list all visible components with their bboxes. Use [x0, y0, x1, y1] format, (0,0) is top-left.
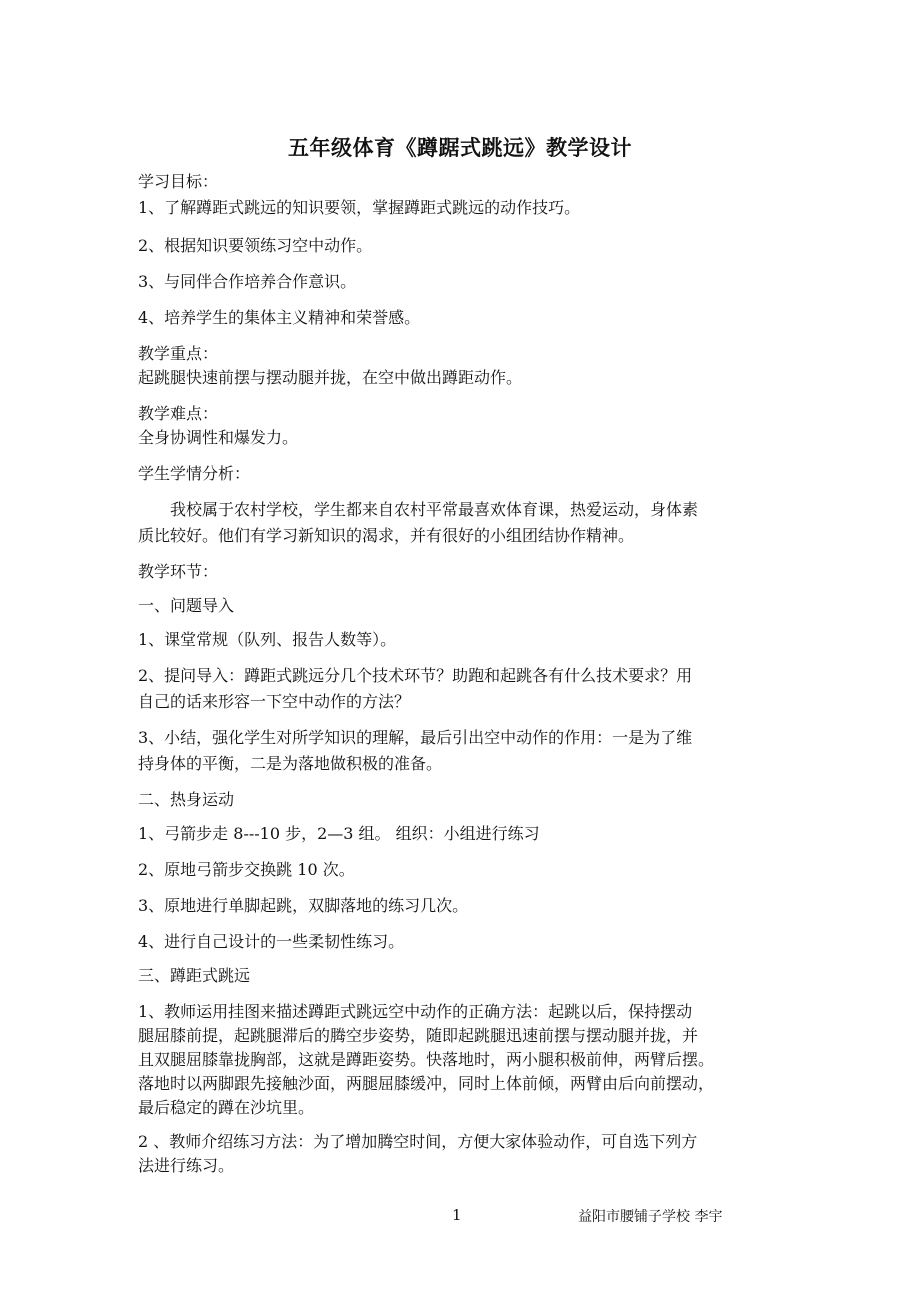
text-line: 起跳腿快速前摆与摆动腿并拢，在空中做出蹲距动作。	[138, 368, 523, 387]
text-line: 腿屈膝前提，起跳腿滞后的腾空步姿势，随即起跳腿迅速前摆与摆动腿并拢，并	[138, 1026, 699, 1045]
text-line: 1、教师运用挂图来描述蹲距式跳远空中动作的正确方法：起跳以后，保持摆动	[138, 1002, 693, 1021]
text-line: 3、与同伴合作培养合作意识。	[138, 272, 357, 291]
text-line: 2、原地弓箭步交换跳 10 次。	[138, 860, 355, 879]
text-line: 落地时以两脚跟先接触沙面，两腿屈膝缓冲，同时上体前倾，两臂由后向前摆动，	[138, 1074, 715, 1093]
text-line: 2、提问导入：蹲距式跳远分几个技术环节？助跑和起跳各有什么技术要求？用	[138, 666, 693, 685]
text-line: 1、了解蹲距式跳远的知识要领，掌握蹲距式跳远的动作技巧。	[138, 198, 581, 217]
text-line: 三、蹲距式跳远	[138, 966, 251, 985]
text-line: 我校属于农村学校，学生都来自农村平常最喜欢体育课，热爱运动，身体素	[138, 500, 699, 519]
text-line: 1、弓箭步走 8---10 步，2—3 组。 组织：小组进行练习	[138, 824, 540, 843]
text-line: 全身协调性和爆发力。	[138, 428, 299, 447]
text-line: 3、小结，强化学生对所学知识的理解，最后引出空中动作的作用：一是为了维	[138, 728, 693, 747]
text-line: 4、培养学生的集体主义精神和荣誉感。	[138, 308, 421, 327]
text-line: 质比较好。他们有学习新知识的渴求，并有很好的小组团结协作精神。	[138, 526, 635, 545]
text-line: 持身体的平衡，二是为落地做积极的准备。	[138, 754, 443, 773]
document-title: 五年级体育《蹲踞式跳远》教学设计	[288, 136, 632, 160]
text-line: 2、根据知识要领练习空中动作。	[138, 236, 373, 255]
text-line: 4、进行自己设计的一些柔韧性练习。	[138, 932, 405, 951]
page-number: 1	[452, 1206, 462, 1224]
text-line: 教学环节：	[138, 562, 219, 581]
text-line: 教学重点：	[138, 344, 219, 363]
text-line: 教学难点：	[138, 404, 219, 423]
text-line: 一、问题导入	[138, 596, 235, 615]
text-line: 自己的话来形容一下空中动作的方法？	[138, 692, 411, 711]
text-line: 学生学情分析：	[138, 464, 251, 483]
text-line: 1、课堂常规（队列、报告人数等）。	[138, 630, 397, 649]
text-line: 学习目标：	[138, 172, 219, 191]
text-line: 最后稳定的蹲在沙坑里。	[138, 1098, 315, 1117]
text-line: 二、热身运动	[138, 790, 235, 809]
text-line: 3、原地进行单脚起跳，双脚落地的练习几次。	[138, 896, 469, 915]
text-line: 且双腿屈膝靠拢胸部，这就是蹲距姿势。快落地时，两小腿积极前伸，两臂后摆。	[138, 1050, 715, 1069]
text-line: 2 、教师介绍练习方法：为了增加腾空时间，方便大家体验动作，可自选下列方	[138, 1132, 698, 1151]
footer-author: 益阳市腰铺子学校 李宇	[578, 1209, 723, 1225]
text-line: 法进行练习。	[138, 1156, 235, 1175]
